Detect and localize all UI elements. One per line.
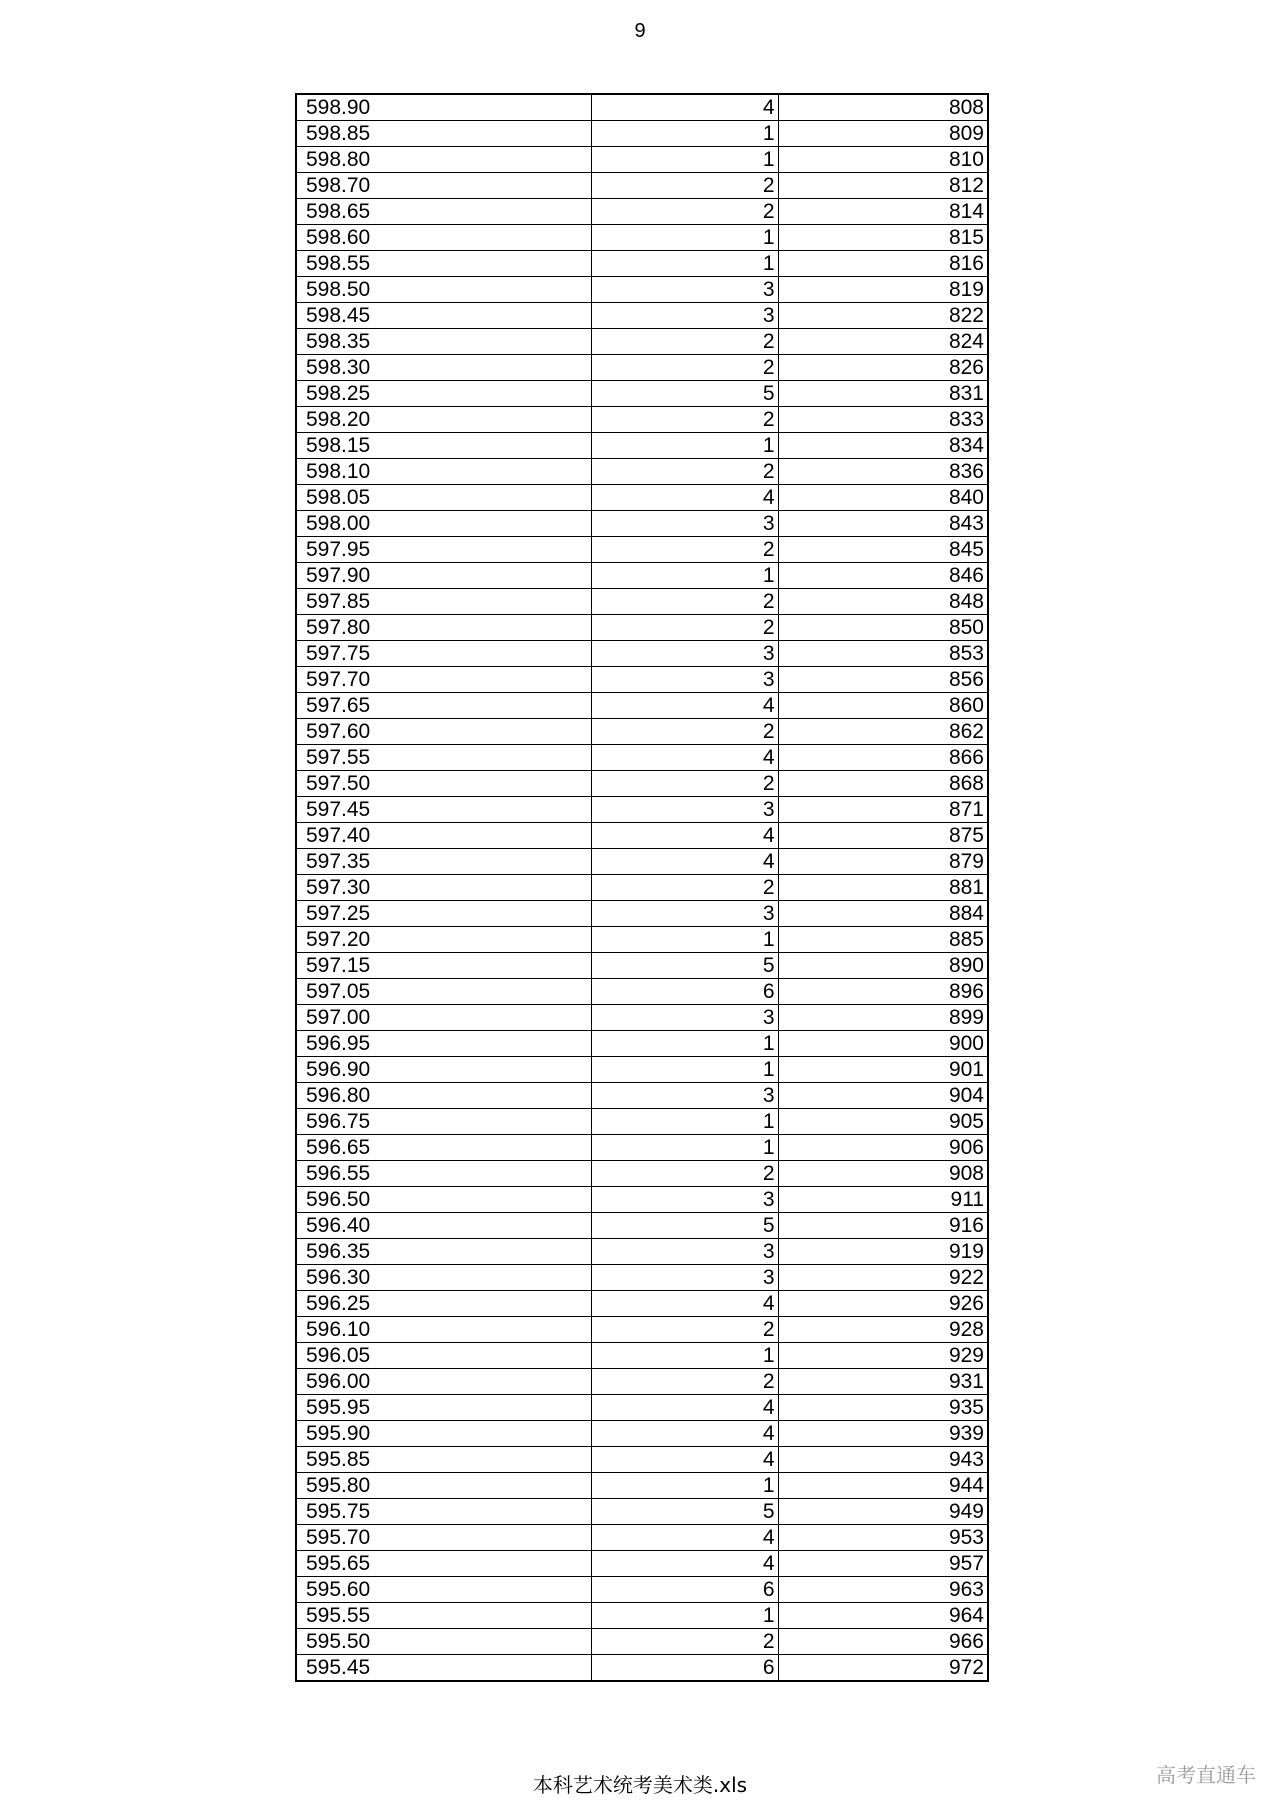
watermark: 高考直通车	[1156, 1763, 1256, 1787]
cumulative-cell: 896	[778, 979, 988, 1005]
score-cell: 598.15	[296, 433, 591, 459]
count-cell: 2	[591, 719, 778, 745]
table-row	[296, 797, 988, 823]
count-cell: 6	[591, 1577, 778, 1603]
score-cell: 597.45	[296, 797, 591, 823]
table-row	[296, 953, 988, 979]
count-cell: 1	[591, 1603, 778, 1629]
count-cell: 5	[591, 953, 778, 979]
cumulative-cell: 972	[778, 1655, 988, 1682]
score-cell: 597.65	[296, 693, 591, 719]
table-row	[296, 1031, 988, 1057]
cumulative-cell: 856	[778, 667, 988, 693]
cumulative-cell: 846	[778, 563, 988, 589]
count-cell: 1	[591, 121, 778, 147]
cumulative-cell: 922	[778, 1265, 988, 1291]
count-cell: 6	[591, 979, 778, 1005]
cumulative-cell: 871	[778, 797, 988, 823]
score-cell: 597.15	[296, 953, 591, 979]
count-cell: 3	[591, 1083, 778, 1109]
table-row	[296, 277, 988, 303]
cumulative-cell: 814	[778, 199, 988, 225]
cumulative-cell: 890	[778, 953, 988, 979]
cumulative-cell: 826	[778, 355, 988, 381]
cumulative-cell: 843	[778, 511, 988, 537]
table-row	[296, 1369, 988, 1395]
score-cell: 596.65	[296, 1135, 591, 1161]
cumulative-cell: 868	[778, 771, 988, 797]
table-row	[296, 381, 988, 407]
count-cell: 4	[591, 1447, 778, 1473]
table-row	[296, 1421, 988, 1447]
score-cell: 596.10	[296, 1317, 591, 1343]
score-cell: 597.25	[296, 901, 591, 927]
score-cell: 598.50	[296, 277, 591, 303]
cumulative-cell: 809	[778, 121, 988, 147]
count-cell: 3	[591, 303, 778, 329]
count-cell: 3	[591, 901, 778, 927]
table-row	[296, 329, 988, 355]
cumulative-cell: 845	[778, 537, 988, 563]
score-cell: 597.75	[296, 641, 591, 667]
cumulative-cell: 866	[778, 745, 988, 771]
cumulative-cell: 815	[778, 225, 988, 251]
table-row	[296, 1213, 988, 1239]
count-cell: 5	[591, 1213, 778, 1239]
score-cell: 596.30	[296, 1265, 591, 1291]
table-row	[296, 875, 988, 901]
cumulative-cell: 944	[778, 1473, 988, 1499]
score-cell: 598.45	[296, 303, 591, 329]
score-cell: 598.30	[296, 355, 591, 381]
cumulative-cell: 908	[778, 1161, 988, 1187]
score-cell: 595.50	[296, 1629, 591, 1655]
count-cell: 3	[591, 1005, 778, 1031]
score-cell: 596.25	[296, 1291, 591, 1317]
table-row	[296, 615, 988, 641]
table-row	[296, 537, 988, 563]
count-cell: 4	[591, 1421, 778, 1447]
table-row	[296, 94, 988, 121]
count-cell: 3	[591, 1187, 778, 1213]
cumulative-cell: 964	[778, 1603, 988, 1629]
table-row	[296, 1291, 988, 1317]
cumulative-cell: 884	[778, 901, 988, 927]
cumulative-cell: 881	[778, 875, 988, 901]
table-row	[296, 1395, 988, 1421]
cumulative-cell: 957	[778, 1551, 988, 1577]
cumulative-cell: 919	[778, 1239, 988, 1265]
count-cell: 1	[591, 1031, 778, 1057]
cumulative-cell: 834	[778, 433, 988, 459]
table-row	[296, 407, 988, 433]
score-cell: 596.35	[296, 1239, 591, 1265]
cumulative-cell: 860	[778, 693, 988, 719]
count-cell: 3	[591, 641, 778, 667]
score-cell: 596.55	[296, 1161, 591, 1187]
count-cell: 1	[591, 251, 778, 277]
table-row	[296, 1499, 988, 1525]
count-cell: 1	[591, 433, 778, 459]
score-cell: 598.55	[296, 251, 591, 277]
table-row	[296, 641, 988, 667]
count-cell: 1	[591, 1343, 778, 1369]
cumulative-cell: 899	[778, 1005, 988, 1031]
table-row	[296, 1083, 988, 1109]
cumulative-cell: 966	[778, 1629, 988, 1655]
score-cell: 595.45	[296, 1655, 591, 1682]
score-cell: 598.85	[296, 121, 591, 147]
score-cell: 596.80	[296, 1083, 591, 1109]
count-cell: 1	[591, 1135, 778, 1161]
count-cell: 2	[591, 615, 778, 641]
score-cell: 596.90	[296, 1057, 591, 1083]
cumulative-cell: 905	[778, 1109, 988, 1135]
score-cell: 595.95	[296, 1395, 591, 1421]
score-cell: 598.00	[296, 511, 591, 537]
cumulative-cell: 935	[778, 1395, 988, 1421]
count-cell: 2	[591, 459, 778, 485]
cumulative-cell: 904	[778, 1083, 988, 1109]
score-cell: 597.80	[296, 615, 591, 641]
table-row	[296, 485, 988, 511]
cumulative-cell: 939	[778, 1421, 988, 1447]
score-cell: 595.90	[296, 1421, 591, 1447]
table-row	[296, 901, 988, 927]
cumulative-cell: 836	[778, 459, 988, 485]
count-cell: 2	[591, 1369, 778, 1395]
count-cell: 2	[591, 329, 778, 355]
table-row	[296, 693, 988, 719]
table-row	[296, 1135, 988, 1161]
count-cell: 3	[591, 1265, 778, 1291]
table-row	[296, 667, 988, 693]
cumulative-cell: 926	[778, 1291, 988, 1317]
count-cell: 3	[591, 667, 778, 693]
count-cell: 4	[591, 745, 778, 771]
cumulative-cell: 875	[778, 823, 988, 849]
cumulative-cell: 911	[778, 1187, 988, 1213]
table-row	[296, 1161, 988, 1187]
count-cell: 2	[591, 199, 778, 225]
score-cell: 597.35	[296, 849, 591, 875]
table-row	[296, 251, 988, 277]
table-row	[296, 1577, 988, 1603]
cumulative-cell: 848	[778, 589, 988, 615]
score-cell: 597.20	[296, 927, 591, 953]
count-cell: 4	[591, 485, 778, 511]
score-cell: 595.85	[296, 1447, 591, 1473]
cumulative-cell: 900	[778, 1031, 988, 1057]
table-row	[296, 433, 988, 459]
count-cell: 4	[591, 1551, 778, 1577]
score-cell: 596.05	[296, 1343, 591, 1369]
cumulative-cell: 928	[778, 1317, 988, 1343]
count-cell: 1	[591, 1109, 778, 1135]
cumulative-cell: 885	[778, 927, 988, 953]
cumulative-cell: 840	[778, 485, 988, 511]
cumulative-cell: 916	[778, 1213, 988, 1239]
count-cell: 3	[591, 797, 778, 823]
table-row	[296, 1187, 988, 1213]
score-cell: 597.40	[296, 823, 591, 849]
score-cell: 596.00	[296, 1369, 591, 1395]
score-cell: 595.65	[296, 1551, 591, 1577]
cumulative-cell: 831	[778, 381, 988, 407]
table-row	[296, 303, 988, 329]
cumulative-cell: 943	[778, 1447, 988, 1473]
footer-filename: 本科艺术统考美术类.xls	[532, 1773, 748, 1797]
score-cell: 597.00	[296, 1005, 591, 1031]
score-cell: 595.55	[296, 1603, 591, 1629]
table-row	[296, 1109, 988, 1135]
score-cell: 598.10	[296, 459, 591, 485]
table-row	[296, 1447, 988, 1473]
page-number: 9	[634, 20, 646, 42]
table-row	[296, 771, 988, 797]
score-cell: 595.75	[296, 1499, 591, 1525]
count-cell: 1	[591, 225, 778, 251]
table-row	[296, 1005, 988, 1031]
table-row	[296, 1057, 988, 1083]
count-cell: 1	[591, 563, 778, 589]
score-cell: 597.05	[296, 979, 591, 1005]
table-row	[296, 979, 988, 1005]
count-cell: 2	[591, 771, 778, 797]
score-cell: 596.95	[296, 1031, 591, 1057]
table-row	[296, 199, 988, 225]
table-row	[296, 1343, 988, 1369]
count-cell: 4	[591, 1395, 778, 1421]
score-cell: 597.60	[296, 719, 591, 745]
score-cell: 597.70	[296, 667, 591, 693]
count-cell: 2	[591, 173, 778, 199]
count-cell: 4	[591, 1525, 778, 1551]
count-cell: 2	[591, 1317, 778, 1343]
score-cell: 597.30	[296, 875, 591, 901]
score-cell: 598.25	[296, 381, 591, 407]
count-cell: 4	[591, 94, 778, 121]
table-row	[296, 1551, 988, 1577]
table-row	[296, 1265, 988, 1291]
count-cell: 5	[591, 1499, 778, 1525]
count-cell: 3	[591, 511, 778, 537]
cumulative-cell: 819	[778, 277, 988, 303]
table-row	[296, 511, 988, 537]
table-row	[296, 1473, 988, 1499]
count-cell: 3	[591, 277, 778, 303]
cumulative-cell: 931	[778, 1369, 988, 1395]
score-table-body	[296, 94, 988, 1681]
table-row	[296, 1239, 988, 1265]
table-row	[296, 745, 988, 771]
score-cell: 596.75	[296, 1109, 591, 1135]
cumulative-cell: 949	[778, 1499, 988, 1525]
table-row	[296, 1655, 988, 1682]
score-cell: 596.50	[296, 1187, 591, 1213]
table-row	[296, 927, 988, 953]
score-cell: 598.60	[296, 225, 591, 251]
count-cell: 4	[591, 693, 778, 719]
count-cell: 2	[591, 875, 778, 901]
count-cell: 2	[591, 1161, 778, 1187]
count-cell: 3	[591, 1239, 778, 1265]
count-cell: 4	[591, 1291, 778, 1317]
score-cell: 596.40	[296, 1213, 591, 1239]
count-cell: 2	[591, 407, 778, 433]
cumulative-cell: 808	[778, 94, 988, 121]
table-row	[296, 1603, 988, 1629]
score-cell: 598.65	[296, 199, 591, 225]
table-row	[296, 849, 988, 875]
table-row	[296, 173, 988, 199]
count-cell: 4	[591, 849, 778, 875]
count-cell: 2	[591, 355, 778, 381]
cumulative-cell: 963	[778, 1577, 988, 1603]
table-row	[296, 823, 988, 849]
cumulative-cell: 812	[778, 173, 988, 199]
table-row	[296, 1525, 988, 1551]
score-cell: 595.80	[296, 1473, 591, 1499]
cumulative-cell: 824	[778, 329, 988, 355]
cumulative-cell: 901	[778, 1057, 988, 1083]
score-cell: 598.90	[296, 94, 591, 121]
cumulative-cell: 810	[778, 147, 988, 173]
cumulative-cell: 929	[778, 1343, 988, 1369]
count-cell: 4	[591, 823, 778, 849]
count-cell: 1	[591, 147, 778, 173]
table-row	[296, 1629, 988, 1655]
table-row	[296, 225, 988, 251]
count-cell: 2	[591, 1629, 778, 1655]
table-row	[296, 121, 988, 147]
count-cell: 2	[591, 537, 778, 563]
score-cell: 598.70	[296, 173, 591, 199]
table-row	[296, 459, 988, 485]
score-table	[295, 93, 989, 1682]
cumulative-cell: 906	[778, 1135, 988, 1161]
table-row	[296, 1317, 988, 1343]
cumulative-cell: 822	[778, 303, 988, 329]
cumulative-cell: 862	[778, 719, 988, 745]
score-cell: 597.90	[296, 563, 591, 589]
cumulative-cell: 953	[778, 1525, 988, 1551]
score-cell: 597.85	[296, 589, 591, 615]
score-cell: 595.70	[296, 1525, 591, 1551]
cumulative-cell: 833	[778, 407, 988, 433]
score-cell: 598.80	[296, 147, 591, 173]
score-cell: 595.60	[296, 1577, 591, 1603]
count-cell: 1	[591, 1057, 778, 1083]
score-cell: 597.50	[296, 771, 591, 797]
count-cell: 6	[591, 1655, 778, 1682]
cumulative-cell: 850	[778, 615, 988, 641]
table-row	[296, 719, 988, 745]
count-cell: 1	[591, 927, 778, 953]
score-cell: 598.05	[296, 485, 591, 511]
table-row	[296, 563, 988, 589]
count-cell: 5	[591, 381, 778, 407]
count-cell: 2	[591, 589, 778, 615]
table-row	[296, 147, 988, 173]
score-cell: 597.95	[296, 537, 591, 563]
table-row	[296, 589, 988, 615]
cumulative-cell: 816	[778, 251, 988, 277]
count-cell: 1	[591, 1473, 778, 1499]
table-row	[296, 355, 988, 381]
score-cell: 597.55	[296, 745, 591, 771]
cumulative-cell: 853	[778, 641, 988, 667]
cumulative-cell: 879	[778, 849, 988, 875]
score-cell: 598.35	[296, 329, 591, 355]
score-cell: 598.20	[296, 407, 591, 433]
